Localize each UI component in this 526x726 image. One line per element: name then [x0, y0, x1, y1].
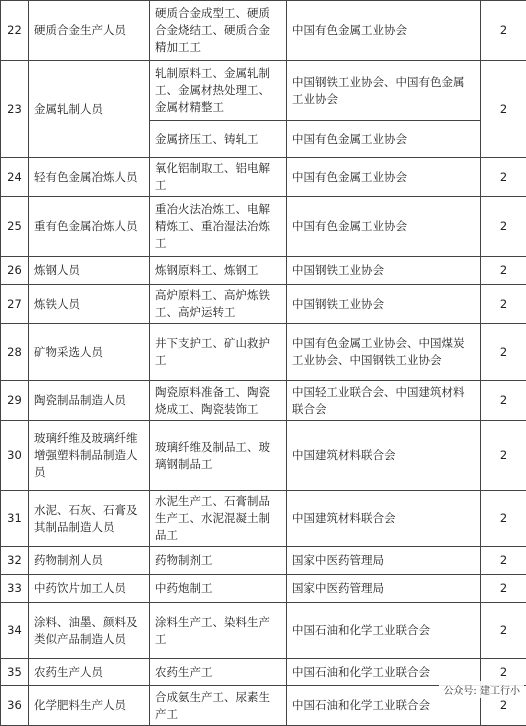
count-value: 2 — [481, 603, 526, 659]
count-value: 2 — [481, 158, 526, 197]
table-row — [1, 491, 526, 547]
job-titles: 炼钢原料工、炼钢工 — [150, 257, 287, 285]
table-row — [1, 158, 526, 197]
table-row — [1, 285, 526, 324]
job-titles: 合成氨生产工、尿素生产工 — [150, 686, 287, 726]
table-row — [1, 61, 526, 121]
count-value: 2 — [481, 659, 526, 686]
row-number: 25 — [1, 197, 29, 257]
occupation-name: 矿物采选人员 — [29, 324, 150, 381]
job-titles: 涂料生产工、染料生产工 — [150, 603, 287, 659]
count-value: 2 — [481, 575, 526, 603]
table-row — [1, 1, 526, 61]
count-value: 2 — [481, 324, 526, 381]
association-name: 中国建筑材料联合会 — [287, 491, 481, 547]
job-titles: 井下支护工、矿山救护工 — [150, 324, 287, 381]
count-value: 2 — [481, 686, 526, 726]
count-value: 2 — [481, 547, 526, 575]
job-titles: 金属挤压工、铸轧工 — [150, 121, 287, 158]
occupation-name: 轻有色金属冶炼人员 — [29, 158, 150, 197]
association-name: 中国钢铁工业协会 — [287, 285, 481, 324]
count-value: 2 — [481, 1, 526, 61]
table-row — [1, 257, 526, 285]
row-number: 24 — [1, 158, 29, 197]
job-titles: 硬质合金成型工、硬质合金烧结工、硬质合金精加工工 — [150, 1, 287, 61]
table-row — [1, 381, 526, 421]
row-number: 31 — [1, 491, 29, 547]
row-number: 36 — [1, 686, 29, 726]
job-titles: 药物制剂工 — [150, 547, 287, 575]
row-number: 22 — [1, 1, 29, 61]
count-value: 2 — [481, 197, 526, 257]
occupation-name: 硬质合金生产人员 — [29, 1, 150, 61]
association-name: 中国石油和化学工业联合会 — [287, 686, 481, 726]
job-titles: 陶瓷原料准备工、陶瓷烧成工、陶瓷装饰工 — [150, 381, 287, 421]
table-row — [1, 324, 526, 381]
watermark-text: 公众号: 建工行小 — [439, 681, 524, 698]
occupation-name: 农药生产人员 — [29, 659, 150, 686]
job-titles: 轧制原料工、金属轧制工、金属材热处理工、金属材精整工 — [150, 61, 287, 121]
job-titles: 氧化铝制取工、铝电解工 — [150, 158, 287, 197]
row-number: 34 — [1, 603, 29, 659]
table-row — [1, 603, 526, 659]
row-number: 28 — [1, 324, 29, 381]
occupation-name: 水泥、石灰、石膏及其制品制造人员 — [29, 491, 150, 547]
table-row — [1, 575, 526, 603]
occupation-name: 陶瓷制品制造人员 — [29, 381, 150, 421]
table-row — [1, 197, 526, 257]
row-number: 26 — [1, 257, 29, 285]
association-name: 中国有色金属工业协会、中国煤炭工业协会、中国钢铁工业协会 — [287, 324, 481, 381]
table-row — [1, 547, 526, 575]
row-number: 33 — [1, 575, 29, 603]
count-value: 2 — [481, 421, 526, 491]
association-name: 中国建筑材料联合会 — [287, 421, 481, 491]
occupation-name: 玻璃纤维及玻璃纤维增强塑料制品制造人员 — [29, 421, 150, 491]
job-titles: 水泥生产工、石膏制品生产工、水泥混凝土制品工 — [150, 491, 287, 547]
row-number: 32 — [1, 547, 29, 575]
row-number: 35 — [1, 659, 29, 686]
table-row — [1, 421, 526, 491]
table-body — [1, 1, 526, 726]
association-name: 国家中医药管理局 — [287, 547, 481, 575]
association-name: 中国有色金属工业协会 — [287, 197, 481, 257]
occupation-name: 炼铁人员 — [29, 285, 150, 324]
count-value: 2 — [481, 61, 526, 158]
count-value: 2 — [481, 381, 526, 421]
occupation-name: 药物制剂人员 — [29, 547, 150, 575]
row-number: 27 — [1, 285, 29, 324]
association-name: 国家中医药管理局 — [287, 575, 481, 603]
association-name: 中国石油和化学工业联合会 — [287, 603, 481, 659]
occupation-name: 涂料、油墨、颜料及类似产品制造人员 — [29, 603, 150, 659]
association-name: 中国有色金属工业协会 — [287, 121, 481, 158]
row-number: 30 — [1, 421, 29, 491]
occupation-name: 中药饮片加工人员 — [29, 575, 150, 603]
row-number: 23 — [1, 61, 29, 158]
occupation-name: 金属轧制人员 — [29, 61, 150, 158]
count-value: 2 — [481, 285, 526, 324]
association-name: 中国钢铁工业协会 — [287, 257, 481, 285]
association-name: 中国有色金属工业协会 — [287, 158, 481, 197]
occupation-name: 化学肥料生产人员 — [29, 686, 150, 726]
job-titles: 农药生产工 — [150, 659, 287, 686]
occupation-name: 重有色金属冶炼人员 — [29, 197, 150, 257]
association-name: 中国石油和化学工业联合会 — [287, 659, 481, 686]
occupation-name: 炼钢人员 — [29, 257, 150, 285]
count-value: 2 — [481, 491, 526, 547]
count-value: 2 — [481, 257, 526, 285]
association-name: 中国有色金属工业协会 — [287, 1, 481, 61]
row-number: 29 — [1, 381, 29, 421]
job-titles: 中药炮制工 — [150, 575, 287, 603]
job-titles: 玻璃纤维及制品工、玻璃钢制品工 — [150, 421, 287, 491]
association-name: 中国轻工业联合会、中国建筑材料联合会 — [287, 381, 481, 421]
job-titles: 重冶火法冶炼工、电解精炼工、重冶湿法冶炼工 — [150, 197, 287, 257]
association-name: 中国钢铁工业协会、中国有色金属工业协会 — [287, 61, 481, 121]
job-titles: 高炉原料工、高炉炼铁工、高炉运转工 — [150, 285, 287, 324]
